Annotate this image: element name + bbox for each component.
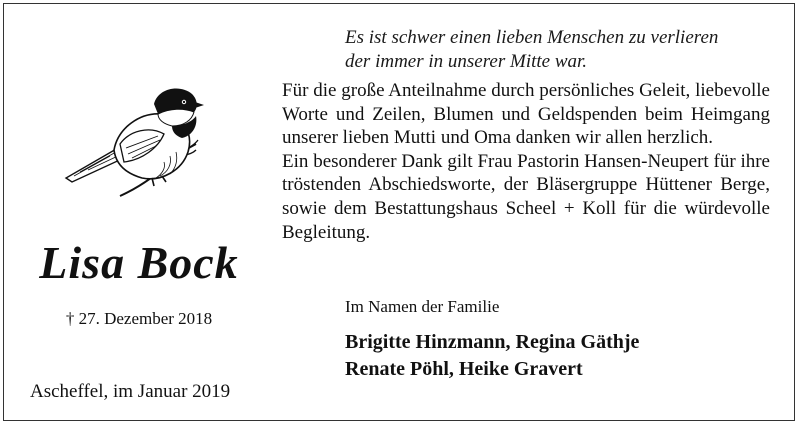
thank-you-paragraph: Ein besonderer Dank gilt Frau Pastorin Hansen-Neupert für ihre tröstenden Abschiedsworte, der Bläsergruppe Hüttener Berge, sowie dem Bestattungshaus Scheel + Koll für die würdevolle Begleitung. xyxy=(282,150,770,243)
quote-line: Es ist schwer einen lieben Menschen zu verlieren xyxy=(345,27,719,48)
deceased-name: Lisa Bock xyxy=(39,237,239,288)
place-and-date: Ascheffel, im Januar 2019 xyxy=(30,381,231,402)
signer-line: Renate Pöhl, Heike Gravert xyxy=(345,358,583,380)
quote-line: der immer in unserer Mitte war. xyxy=(345,51,588,72)
family-intro: Im Namen der Familie xyxy=(345,297,500,316)
death-date: † 27. Dezember 2018 xyxy=(65,309,213,328)
thank-you-text xyxy=(282,79,770,244)
signer-line: Brigitte Hinzmann, Regina Gäthje xyxy=(345,331,640,353)
bird-icon xyxy=(58,78,208,198)
memorial-quote xyxy=(345,26,718,74)
thank-you-paragraph: Für die große Anteilnahme durch persönliches Geleit, liebevolle Worte und Zeilen, Blumen und Geldspenden beim Heimgang unserer lieben Mutti und Oma danken wir allen herzlich. xyxy=(282,80,770,149)
family-signers xyxy=(345,329,639,383)
